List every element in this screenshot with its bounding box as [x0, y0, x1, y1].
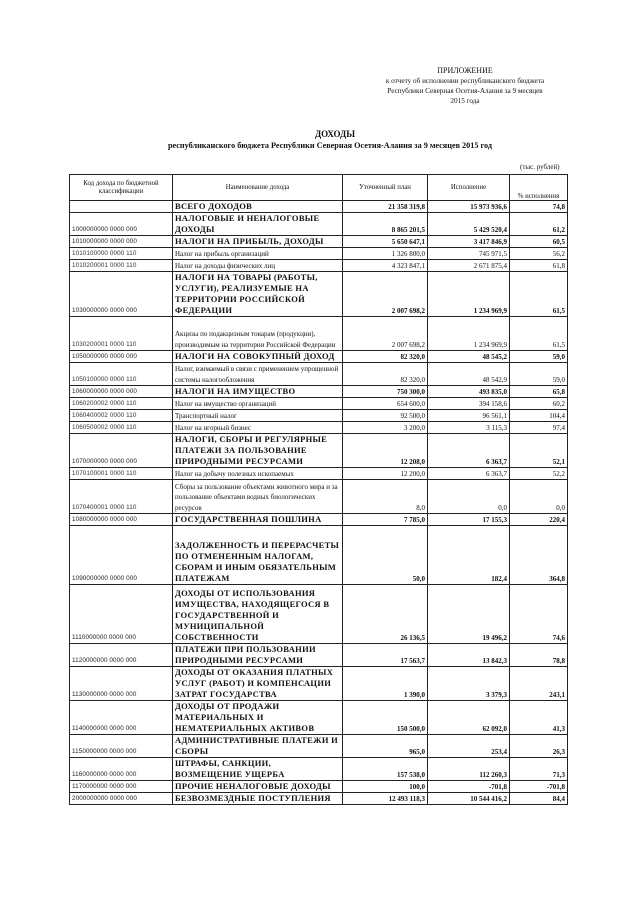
row-plan: 26 136,5 [343, 585, 428, 644]
table-row [70, 644, 568, 667]
row-plan: 92 500,0 [343, 410, 428, 422]
row-percent: 61,2 [510, 213, 568, 236]
row-code: 1010100000 0000 110 [70, 248, 173, 260]
table-row [70, 260, 568, 272]
table-row [70, 213, 568, 236]
row-execution: 182,4 [428, 526, 510, 585]
row-percent: 74,8 [510, 201, 568, 213]
table-row [70, 398, 568, 410]
row-code: 1050000000 0000 000 [70, 351, 173, 363]
row-name: ШТРАФЫ, САНКЦИИ, ВОЗМЕЩЕНИЕ УЩЕРБА [173, 758, 343, 781]
row-execution: 62 092,0 [428, 701, 510, 735]
appendix-line-2: Республики Северная Осетия-Алания за 9 месяцев [387, 87, 543, 95]
row-execution: 3 379,3 [428, 667, 510, 701]
row-plan: 12 208,0 [343, 434, 428, 468]
row-code: 1150000000 0000 000 [70, 735, 173, 758]
table-row [70, 526, 568, 585]
row-percent: 59,0 [510, 351, 568, 363]
row-name: Налог на прибыль организаций [173, 248, 343, 260]
row-plan: 8 865 201,5 [343, 213, 428, 236]
row-plan: 17 563,7 [343, 644, 428, 667]
header-code: Код дохода по бюджетной классификации [70, 175, 173, 201]
row-name: ПЛАТЕЖИ ПРИ ПОЛЬЗОВАНИИ ПРИРОДНЫМИ РЕСУРСАМИ [173, 644, 343, 667]
row-execution: 96 561,1 [428, 410, 510, 422]
row-percent: 56,2 [510, 248, 568, 260]
row-name: Налог на доходы физических лиц [173, 260, 343, 272]
row-percent: 104,4 [510, 410, 568, 422]
row-execution: 15 973 936,6 [428, 201, 510, 213]
row-plan: 750 300,0 [343, 386, 428, 398]
row-code: 1060200002 0000 110 [70, 398, 173, 410]
row-plan: 8,0 [343, 480, 428, 514]
row-percent: 65,8 [510, 386, 568, 398]
row-percent: 364,8 [510, 526, 568, 585]
row-execution: 1 234 969,9 [428, 317, 510, 351]
table-row [70, 201, 568, 213]
row-plan: 50,0 [343, 526, 428, 585]
table-row [70, 386, 568, 398]
row-percent: 97,4 [510, 422, 568, 434]
row-execution: 48 545,2 [428, 351, 510, 363]
table-row [70, 514, 568, 526]
row-execution: 394 158,6 [428, 398, 510, 410]
row-plan: 5 650 647,1 [343, 236, 428, 248]
row-plan: 12 200,0 [343, 468, 428, 480]
units-note: (тыс. рублей) [520, 163, 560, 171]
row-code: 1140000000 0000 000 [70, 701, 173, 735]
row-code: 1010200001 0000 110 [70, 260, 173, 272]
row-plan: 150 500,0 [343, 701, 428, 735]
row-execution: 493 835,0 [428, 386, 510, 398]
row-name: Налог на добычу полезных ископаемых [173, 468, 343, 480]
row-percent: 61,5 [510, 317, 568, 351]
row-percent: 61,8 [510, 260, 568, 272]
row-name: Налог, взимаемый в связи с применением упрощенной системы налогообложения [173, 363, 343, 386]
row-name: АДМИНИСТРАТИВНЫЕ ПЛАТЕЖИ И СБОРЫ [173, 735, 343, 758]
row-plan: 654 600,0 [343, 398, 428, 410]
table-row [70, 272, 568, 317]
document-title: ДОХОДЫ [314, 129, 356, 139]
row-name: Акцизы по подакцизным товарам (продукции), производимым на территории Российской Федерации [173, 317, 343, 351]
row-name: ДОХОДЫ ОТ ИСПОЛЬЗОВАНИЯ ИМУЩЕСТВА, НАХОДЯЩЕГОСЯ В ГОСУДАРСТВЕННОЙ И МУНИЦИПАЛЬНОЙ СОБСТВЕННОСТИ [173, 585, 343, 644]
row-code: 1120000000 0000 000 [70, 644, 173, 667]
table-row [70, 793, 568, 805]
document-subtitle: республиканского бюджета Республики Северная Осетия-Алания за 9 месяцев 2015 год [167, 141, 492, 150]
row-code: 1030200001 0000 110 [70, 317, 173, 351]
row-execution: 10 544 416,2 [428, 793, 510, 805]
table-row [70, 236, 568, 248]
row-execution: 3 417 846,9 [428, 236, 510, 248]
row-execution: 112 260,3 [428, 758, 510, 781]
row-code: 1070000000 0000 000 [70, 434, 173, 468]
row-percent: 74,6 [510, 585, 568, 644]
row-code: 1130000000 0000 000 [70, 667, 173, 701]
row-plan: 3 200,0 [343, 422, 428, 434]
appendix-line-3: 2015 года [450, 97, 480, 105]
row-code: 1110000000 0000 000 [70, 585, 173, 644]
row-name: НАЛОГИ НА СОВОКУПНЫЙ ДОХОД [173, 351, 343, 363]
document-heading [0, 128, 640, 151]
header-plan: Уточненный план [343, 175, 428, 201]
row-code: 1090000000 0000 000 [70, 526, 173, 585]
row-execution: 253,4 [428, 735, 510, 758]
row-percent: 59,0 [510, 363, 568, 386]
revenue-table [69, 174, 568, 805]
row-plan: 157 538,0 [343, 758, 428, 781]
row-code: 1060000000 0000 000 [70, 386, 173, 398]
row-code: 1010000000 0000 000 [70, 236, 173, 248]
row-execution: 19 496,2 [428, 585, 510, 644]
row-name: НАЛОГИ НА ТОВАРЫ (РАБОТЫ, УСЛУГИ), РЕАЛИЗУЕМЫЕ НА ТЕРРИТОРИИ РОССИЙСКОЙ ФЕДЕРАЦИИ [173, 272, 343, 317]
row-execution: 3 115,3 [428, 422, 510, 434]
row-plan: 100,0 [343, 781, 428, 793]
row-execution: 6 363,7 [428, 468, 510, 480]
row-code: 1070400001 0000 110 [70, 480, 173, 514]
row-name: ГОСУДАРСТВЕННАЯ ПОШЛИНА [173, 514, 343, 526]
header-percent: % исполнения [510, 175, 568, 201]
table-row [70, 585, 568, 644]
table-row [70, 480, 568, 514]
row-name: ДОХОДЫ ОТ ПРОДАЖИ МАТЕРИАЛЬНЫХ И НЕМАТЕРИАЛЬНЫХ АКТИВОВ [173, 701, 343, 735]
row-plan: 7 785,0 [343, 514, 428, 526]
row-percent: 243,1 [510, 667, 568, 701]
row-code: 1050100000 0000 110 [70, 363, 173, 386]
row-name: НАЛОГИ НА ПРИБЫЛЬ, ДОХОДЫ [173, 236, 343, 248]
row-percent: 61,5 [510, 272, 568, 317]
row-plan: 1 326 800,0 [343, 248, 428, 260]
row-percent: -701,8 [510, 781, 568, 793]
row-code: 1030000000 0000 000 [70, 272, 173, 317]
row-execution: 48 542,9 [428, 363, 510, 386]
row-name: ЗАДОЛЖЕННОСТЬ И ПЕРЕРАСЧЕТЫ ПО ОТМЕНЕННЫМ НАЛОГАМ, СБОРАМ И ИНЫМ ОБЯЗАТЕЛЬНЫМ ПЛАТЕЖАМ [173, 526, 343, 585]
row-execution: 17 155,3 [428, 514, 510, 526]
appendix-note [340, 66, 590, 106]
appendix-line-1: к отчету об исполнении республиканского бюджета [385, 77, 545, 85]
row-execution: 2 671 875,4 [428, 260, 510, 272]
row-percent: 0,0 [510, 480, 568, 514]
row-percent: 60,2 [510, 398, 568, 410]
row-percent: 84,4 [510, 793, 568, 805]
row-execution: 0,0 [428, 480, 510, 514]
row-plan: 21 358 319,8 [343, 201, 428, 213]
row-code: 1160000000 0000 000 [70, 758, 173, 781]
row-plan: 4 323 847,1 [343, 260, 428, 272]
row-code: 1060500002 0000 110 [70, 422, 173, 434]
row-code: 1070100001 0000 110 [70, 468, 173, 480]
row-percent: 26,3 [510, 735, 568, 758]
row-plan: 2 007 698,2 [343, 272, 428, 317]
row-execution: 13 842,3 [428, 644, 510, 667]
table-row [70, 701, 568, 735]
row-name: ДОХОДЫ ОТ ОКАЗАНИЯ ПЛАТНЫХ УСЛУГ (РАБОТ) И КОМПЕНСАЦИИ ЗАТРАТ ГОСУДАРСТВА [173, 667, 343, 701]
row-percent: 52,2 [510, 468, 568, 480]
table-row [70, 351, 568, 363]
row-name: НАЛОГОВЫЕ И НЕНАЛОГОВЫЕ ДОХОДЫ [173, 213, 343, 236]
row-execution: 1 234 969,9 [428, 272, 510, 317]
row-code: 1060400002 0000 110 [70, 410, 173, 422]
row-name: Налог на игорный бизнес [173, 422, 343, 434]
row-name: НАЛОГИ, СБОРЫ И РЕГУЛЯРНЫЕ ПЛАТЕЖИ ЗА ПОЛЬЗОВАНИЕ ПРИРОДНЫМИ РЕСУРСАМИ [173, 434, 343, 468]
row-percent: 60,5 [510, 236, 568, 248]
row-plan: 965,0 [343, 735, 428, 758]
table-row [70, 735, 568, 758]
row-name: Транспортный налог [173, 410, 343, 422]
row-name: Налог на имущество организаций [173, 398, 343, 410]
header-name: Наименование дохода [173, 175, 343, 201]
row-name: БЕЗВОЗМЕЗДНЫЕ ПОСТУПЛЕНИЯ [173, 793, 343, 805]
row-percent: 71,3 [510, 758, 568, 781]
table-row [70, 410, 568, 422]
row-percent: 41,3 [510, 701, 568, 735]
table-row [70, 248, 568, 260]
row-code: 1170000000 0000 000 [70, 781, 173, 793]
row-execution: 5 429 520,4 [428, 213, 510, 236]
table-row [70, 758, 568, 781]
row-name: Сборы за пользование объектами животного мира и за пользование объектами водных биологических ресурсов [173, 480, 343, 514]
row-name: НАЛОГИ НА ИМУЩЕСТВО [173, 386, 343, 398]
table-row [70, 667, 568, 701]
row-percent: 220,4 [510, 514, 568, 526]
row-plan: 2 007 698,2 [343, 317, 428, 351]
table-header-row [70, 175, 568, 201]
row-execution: 6 363,7 [428, 434, 510, 468]
appendix-title: ПРИЛОЖЕНИЕ [437, 66, 493, 75]
table-row [70, 781, 568, 793]
row-execution: 745 971,5 [428, 248, 510, 260]
row-execution: -701,8 [428, 781, 510, 793]
row-code: 2000000000 0000 000 [70, 793, 173, 805]
row-plan: 82 320,0 [343, 363, 428, 386]
table-row [70, 468, 568, 480]
row-plan: 12 493 118,3 [343, 793, 428, 805]
row-percent: 78,8 [510, 644, 568, 667]
row-name: ПРОЧИЕ НЕНАЛОГОВЫЕ ДОХОДЫ [173, 781, 343, 793]
row-code: 1080000000 0000 000 [70, 514, 173, 526]
table-row [70, 317, 568, 351]
table-row [70, 434, 568, 468]
table-row [70, 363, 568, 386]
row-percent: 52,1 [510, 434, 568, 468]
header-execution: Исполнение [428, 175, 510, 201]
row-code [70, 201, 173, 213]
row-name: ВСЕГО ДОХОДОВ [173, 201, 343, 213]
row-plan: 82 320,0 [343, 351, 428, 363]
row-plan: 1 390,0 [343, 667, 428, 701]
row-code: 1000000000 0000 000 [70, 213, 173, 236]
table-row [70, 422, 568, 434]
